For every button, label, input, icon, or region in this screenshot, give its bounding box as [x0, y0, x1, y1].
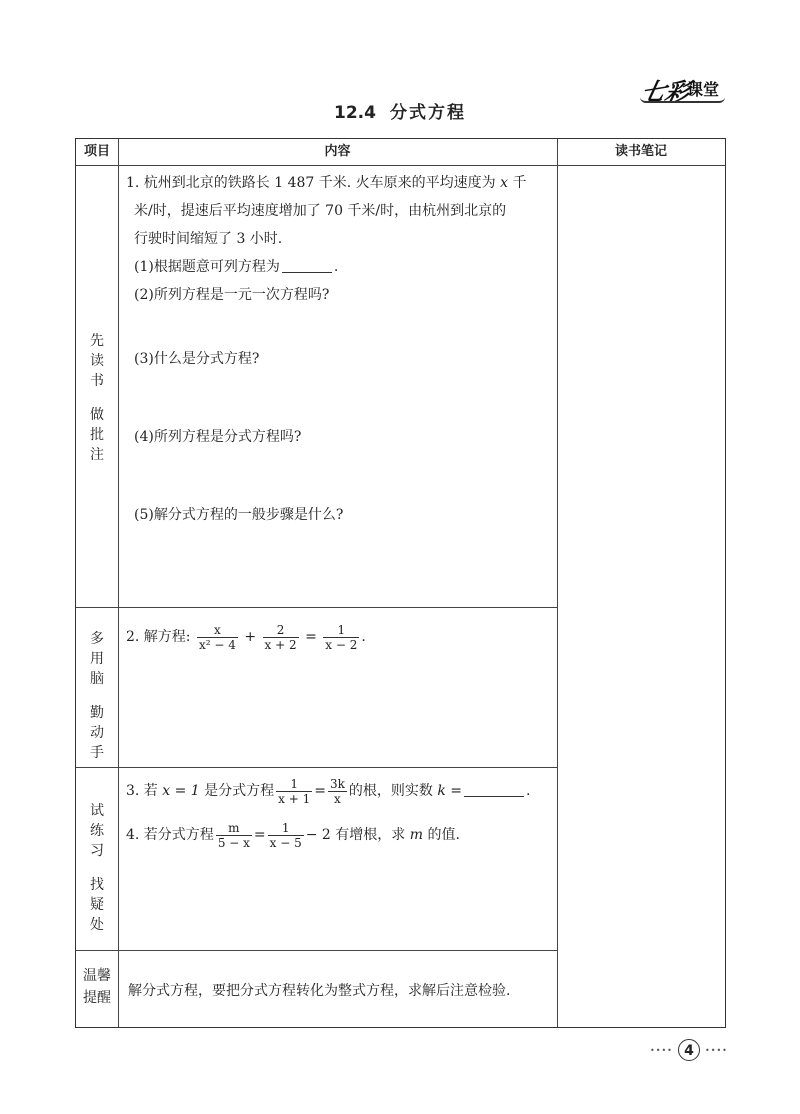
label-char: 读: [90, 353, 104, 369]
column-divider: [118, 139, 119, 1027]
label-char: 做: [90, 407, 104, 423]
label-char: 勤: [90, 705, 104, 721]
row-divider: [76, 165, 725, 166]
q2-text: 2. 解方程:: [126, 629, 191, 645]
q3-variable: k =: [437, 783, 463, 799]
q1-text: 千: [512, 175, 527, 191]
q3-text: 是分式方程: [204, 783, 275, 799]
fraction: [263, 623, 299, 652]
fraction: [268, 821, 304, 850]
denominator: x − 2: [325, 637, 358, 652]
tip-text: 解分式方程，要把分式方程转化为整式方程，求解后注意检验.: [128, 983, 511, 999]
subquestion-4: (4)所列方程是分式方程吗?: [134, 429, 302, 445]
denominator: x + 2: [264, 637, 297, 652]
label-char: 馨: [97, 968, 111, 984]
denominator: x: [334, 791, 341, 806]
q3-text: 3. 若: [126, 783, 158, 799]
fraction: [216, 821, 252, 850]
q1-variable: x: [500, 175, 509, 191]
numerator: 2: [263, 623, 299, 638]
fraction: [323, 623, 359, 652]
numerator: m: [216, 821, 252, 836]
operator: =: [314, 783, 326, 799]
fraction: [197, 623, 238, 652]
denominator: x − 5: [269, 835, 302, 850]
label-char: 温: [83, 968, 97, 984]
row-label-practice: [77, 801, 117, 935]
page-number: [650, 1039, 730, 1061]
q1-text: 1. 杭州到北京的铁路长 1 487 千米. 火车原来的平均速度为: [126, 175, 496, 191]
label-line: [77, 965, 117, 987]
row-label-read: [77, 331, 117, 465]
header-content: 内容: [324, 144, 351, 159]
label-char: 用: [90, 651, 104, 667]
label-char: 多: [90, 631, 104, 647]
row-label-think: [77, 629, 117, 763]
question-1-line-2: 米/时，提速后平均速度增加了 70 千米/时，由杭州到北京的: [134, 203, 507, 219]
question-2: [126, 619, 366, 655]
row-divider: [76, 950, 558, 951]
worksheet-table: [75, 138, 726, 1028]
dots-right: ••••: [705, 1046, 728, 1055]
question-3: [126, 773, 530, 809]
header-notes: 读书笔记: [614, 144, 667, 159]
label-char: 注: [90, 447, 104, 463]
question-1-line-1: [126, 169, 527, 197]
subquestion-5: (5)解分式方程的一般步骤是什么?: [134, 507, 344, 523]
subquestion-1: [134, 253, 338, 281]
numerator: 1: [323, 623, 359, 638]
section-name: 分式方程: [389, 103, 466, 123]
denominator: x + 1: [278, 791, 311, 806]
dots-left: ••••: [650, 1046, 673, 1055]
q4-text: − 2 有增根，求: [305, 827, 406, 843]
q4-end: 的值.: [427, 827, 460, 843]
label-char: 试: [90, 803, 104, 819]
numerator: 1: [276, 777, 312, 792]
label-char: 先: [90, 333, 104, 349]
answer-blank[interactable]: [464, 781, 524, 797]
row-divider: [76, 607, 558, 608]
q3-end: .: [526, 783, 531, 799]
row-divider: [76, 767, 558, 768]
fraction: [276, 777, 312, 806]
numerator: 1: [268, 821, 304, 836]
numerator: x: [197, 623, 238, 638]
label-char: 习: [90, 843, 104, 859]
label-char: 手: [90, 745, 104, 761]
header-item: 项目: [83, 144, 110, 159]
label-char: 提: [83, 990, 97, 1006]
denominator: 5 − x: [217, 835, 250, 850]
q4-text: 4. 若分式方程: [126, 827, 214, 843]
row-label-tip: [77, 965, 117, 1009]
label-char: 疑: [90, 897, 104, 913]
subquestion-3: (3)什么是分式方程?: [134, 351, 260, 367]
label-char: 书: [90, 373, 104, 389]
column-divider: [557, 139, 558, 1027]
section-number: 12.4: [334, 103, 376, 123]
sub1-text: (1)根据题意可列方程为: [134, 259, 280, 275]
brand-name-b: 课堂: [687, 80, 720, 99]
numerator: 3k: [329, 776, 345, 791]
answer-blank[interactable]: [282, 257, 332, 273]
operator: =: [305, 629, 317, 645]
subquestion-2: (2)所列方程是一元一次方程吗?: [134, 287, 330, 303]
label-char: 找: [90, 877, 104, 893]
label-char: 练: [90, 823, 104, 839]
q4-variable: m: [409, 827, 424, 843]
brand-name-a: 七彩: [638, 78, 693, 106]
question-4: [126, 817, 460, 853]
label-char: 动: [90, 725, 104, 741]
q3-condition: x = 1: [162, 783, 200, 799]
label-line: [77, 987, 117, 1009]
label-char: 批: [90, 427, 104, 443]
fraction: [328, 777, 347, 806]
q2-end: .: [361, 629, 366, 645]
label-char: 处: [90, 917, 104, 933]
label-char: 醒: [97, 990, 111, 1006]
q3-text: 的根，则实数: [348, 783, 433, 799]
page-title: [0, 98, 800, 123]
page-number-value: 4: [678, 1039, 700, 1061]
question-1-line-3: 行驶时间缩短了 3 小时.: [134, 231, 283, 247]
operator: =: [253, 827, 266, 843]
operator: +: [244, 629, 257, 645]
denominator: x² − 4: [198, 637, 236, 652]
label-char: 脑: [90, 671, 104, 687]
sub1-end: .: [333, 259, 339, 275]
